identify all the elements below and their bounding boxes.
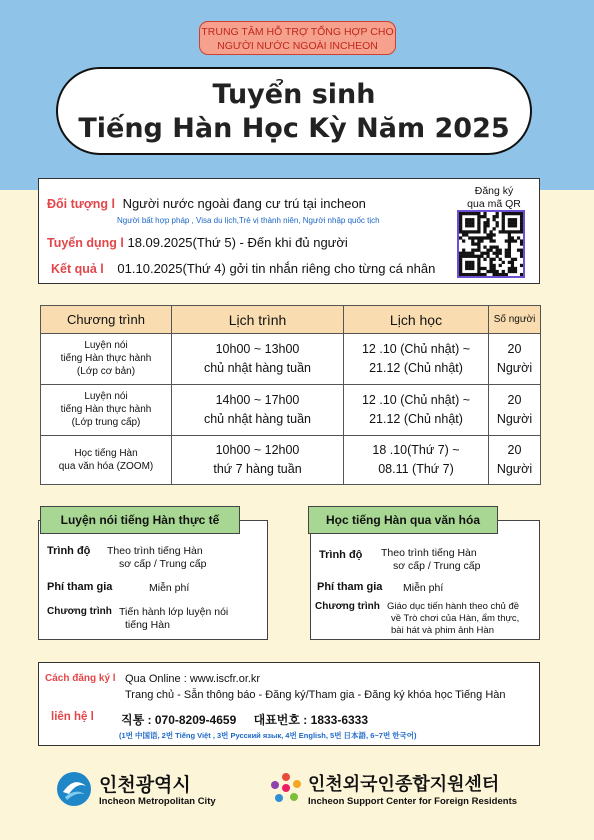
support-center-logo: [268, 766, 548, 816]
row3-dates-line2: 08.11 (Thứ 7): [378, 461, 454, 476]
speaking-level-value: [107, 545, 206, 571]
row1-dates: [344, 334, 489, 385]
contact-main[interactable]: 대표번호 : 1833-6333: [253, 713, 369, 727]
method-value: [125, 671, 506, 703]
registration-box: [38, 662, 540, 746]
culture-program-line1: Giáo dục tiến hành theo chủ đề: [387, 601, 520, 612]
row2-program-line3: (Lớp trung cấp): [71, 417, 141, 429]
result-value: 01.10.2025(Thứ 4) gởi tin nhắn riêng cho từng cá nhân: [117, 261, 436, 276]
row2-program: [41, 384, 172, 435]
qr-label-line1: Đăng ký: [474, 185, 514, 197]
row2-count-line2: Người: [496, 411, 533, 426]
speaking-program-value: [119, 606, 228, 632]
row3-count: [489, 435, 541, 485]
contact-direct[interactable]: 직통 : 070-8209-4659: [121, 713, 237, 727]
method-line2: Trang chủ - Sẵn thông báo - Đăng ký/Tham gia - Đăng ký khóa học Tiếng Hàn: [125, 689, 506, 701]
row3-count-line2: Người: [496, 461, 533, 476]
contact-numbers: [121, 711, 368, 728]
row2-program-line1: Luyện nói: [84, 391, 128, 403]
header-dates: Lịch học: [344, 306, 489, 334]
culture-level-line2: sơ cấp / Trung cấp: [393, 560, 481, 572]
row1-program-line3: (Lớp cơ bản): [76, 366, 136, 378]
row2-count: [489, 384, 541, 435]
row1-count: [489, 334, 541, 385]
center-tag-line1: TRUNG TÂM HỖ TRỢ TỔNG HỢP CHO: [201, 26, 394, 38]
row3-count-line1: 20: [507, 442, 522, 457]
row1-program-line2: tiếng Hàn thực hành: [60, 353, 152, 365]
support-center-name-ko: 인천외국인종합지원센터: [308, 774, 500, 795]
culture-program-label: Chương trình: [315, 601, 380, 612]
row1-count-line2: Người: [496, 360, 533, 375]
title-banner: [56, 67, 532, 155]
speaking-fee-label: Phí tham gia: [47, 581, 113, 593]
target-value: Người nước ngoài đang cư trú tại incheon: [122, 196, 366, 211]
row2-program-line2: tiếng Hàn thực hành: [60, 404, 152, 416]
city-name-ko: 인천광역시: [99, 774, 191, 796]
result-row: [51, 261, 435, 276]
support-center-emblem-icon: [268, 770, 304, 806]
target-label: Đối tượng l: [47, 197, 115, 211]
speaking-level-label: Trình độ: [47, 545, 91, 557]
speaking-level-line1: Theo trình tiếng Hàn: [107, 545, 203, 557]
row1-time-line2: chủ nhật hàng tuần: [203, 360, 312, 375]
row2-time-line2: chủ nhật hàng tuần: [203, 411, 312, 426]
contact-label: liên hệ l: [51, 711, 94, 723]
schedule-table: [40, 305, 541, 485]
contact-languages: (1번 中国语, 2번 Tiếng Việt , 3번 Русский язык, 4번 English, 5번 日本語, 6~7번 한국어): [119, 731, 417, 740]
center-tag-line2: NGƯỜI NƯỚC NGOÀI INCHEON: [217, 40, 378, 52]
row3-dates-line1: 18 .10(Thứ 7) ~: [372, 442, 460, 457]
info-box: [38, 178, 540, 284]
target-sub: Người bất hợp pháp , Visa du lịch,Trẻ vị thành niên, Người nhập quốc tịch: [117, 216, 380, 225]
speaking-program-label: Chương trình: [47, 606, 112, 617]
qr-label-line2: qua mã QR: [467, 198, 521, 210]
header-count: Số người: [489, 306, 541, 334]
support-center-name-en: Incheon Support Center for Foreign Residents: [308, 796, 518, 807]
culture-course-title: Học tiếng Hàn qua văn hóa: [308, 506, 498, 534]
row2-time-line1: 14h00 ~ 17h00: [215, 392, 300, 407]
row2-dates-line1: 12 .10 (Chủ nhật) ~: [361, 392, 471, 407]
row3-dates: [344, 435, 489, 485]
culture-level-label: Trình độ: [319, 549, 363, 561]
qr-code-pattern: [459, 212, 523, 276]
row1-time-line1: 10h00 ~ 13h00: [215, 341, 300, 356]
table-row: [41, 435, 541, 485]
culture-program-line2: về Trò chơi của Hàn, ẩm thực,: [391, 613, 520, 624]
row3-program-line1: Học tiếng Hàn: [74, 447, 138, 459]
recruit-label: Tuyển dụng l: [47, 236, 124, 250]
title-line1: Tuyển sinh: [212, 79, 376, 110]
row1-dates-line2: 21.12 (Chủ nhật): [369, 360, 463, 375]
row2-count-line1: 20: [507, 392, 522, 407]
culture-level-value: [381, 547, 480, 573]
schedule-header-row: [41, 306, 541, 334]
header-program: Chương trình: [41, 306, 172, 334]
culture-course-box: [310, 520, 540, 640]
row1-count-line1: 20: [507, 341, 522, 356]
culture-program-value: [387, 601, 519, 637]
row3-time-line1: 10h00 ~ 12h00: [215, 442, 300, 457]
recruit-value: 18.09.2025(Thứ 5) - Đến khi đủ người: [127, 235, 348, 250]
header-time: Lịch trình: [172, 306, 344, 334]
table-row: [41, 384, 541, 435]
row3-program: [41, 435, 172, 485]
city-logo: [55, 766, 265, 816]
center-name-tag: [199, 21, 396, 55]
row1-dates-line1: 12 .10 (Chủ nhật) ~: [361, 341, 471, 356]
row1-program-line1: Luyện nói: [84, 340, 128, 352]
qr-code[interactable]: [457, 210, 525, 278]
method-label: Cách đăng ký l: [45, 673, 116, 684]
row2-dates: [344, 384, 489, 435]
row2-dates-line2: 21.12 (Chủ nhật): [369, 411, 463, 426]
culture-fee-label: Phí tham gia: [317, 581, 383, 593]
table-row: [41, 334, 541, 385]
row3-time-line2: thứ 7 hàng tuần: [213, 461, 302, 476]
speaking-course-title: Luyện nói tiếng Hàn thực tế: [40, 506, 240, 534]
city-name-en: Incheon Metropolitan City: [99, 796, 216, 807]
culture-fee-value: Miễn phí: [403, 582, 444, 594]
row3-program-line2: qua văn hóa (ZOOM): [58, 460, 154, 472]
title-line2: Tiếng Hàn Học Kỳ Năm 2025: [78, 113, 510, 144]
culture-level-line1: Theo trình tiếng Hàn: [381, 547, 477, 559]
row2-time: [172, 384, 344, 435]
result-label: Kết quả l: [51, 262, 104, 276]
speaking-level-line2: sơ cấp / Trung cấp: [119, 558, 207, 570]
speaking-course-box: [38, 520, 268, 640]
speaking-program-line1: Tiến hành lớp luyện nói: [119, 606, 229, 618]
target-row: [47, 196, 366, 211]
qr-label: [459, 185, 529, 211]
city-emblem-icon: [55, 770, 93, 808]
recruit-row: [47, 235, 348, 250]
speaking-fee-value: Miễn phí: [149, 582, 190, 594]
culture-program-line3: bài hát và phim ảnh Hàn: [391, 625, 494, 636]
row3-time: [172, 435, 344, 485]
method-line1[interactable]: Qua Online : www.iscfr.or.kr: [125, 673, 261, 685]
row1-program: [41, 334, 172, 385]
row1-time: [172, 334, 344, 385]
speaking-program-line2: tiếng Hàn: [125, 619, 170, 631]
